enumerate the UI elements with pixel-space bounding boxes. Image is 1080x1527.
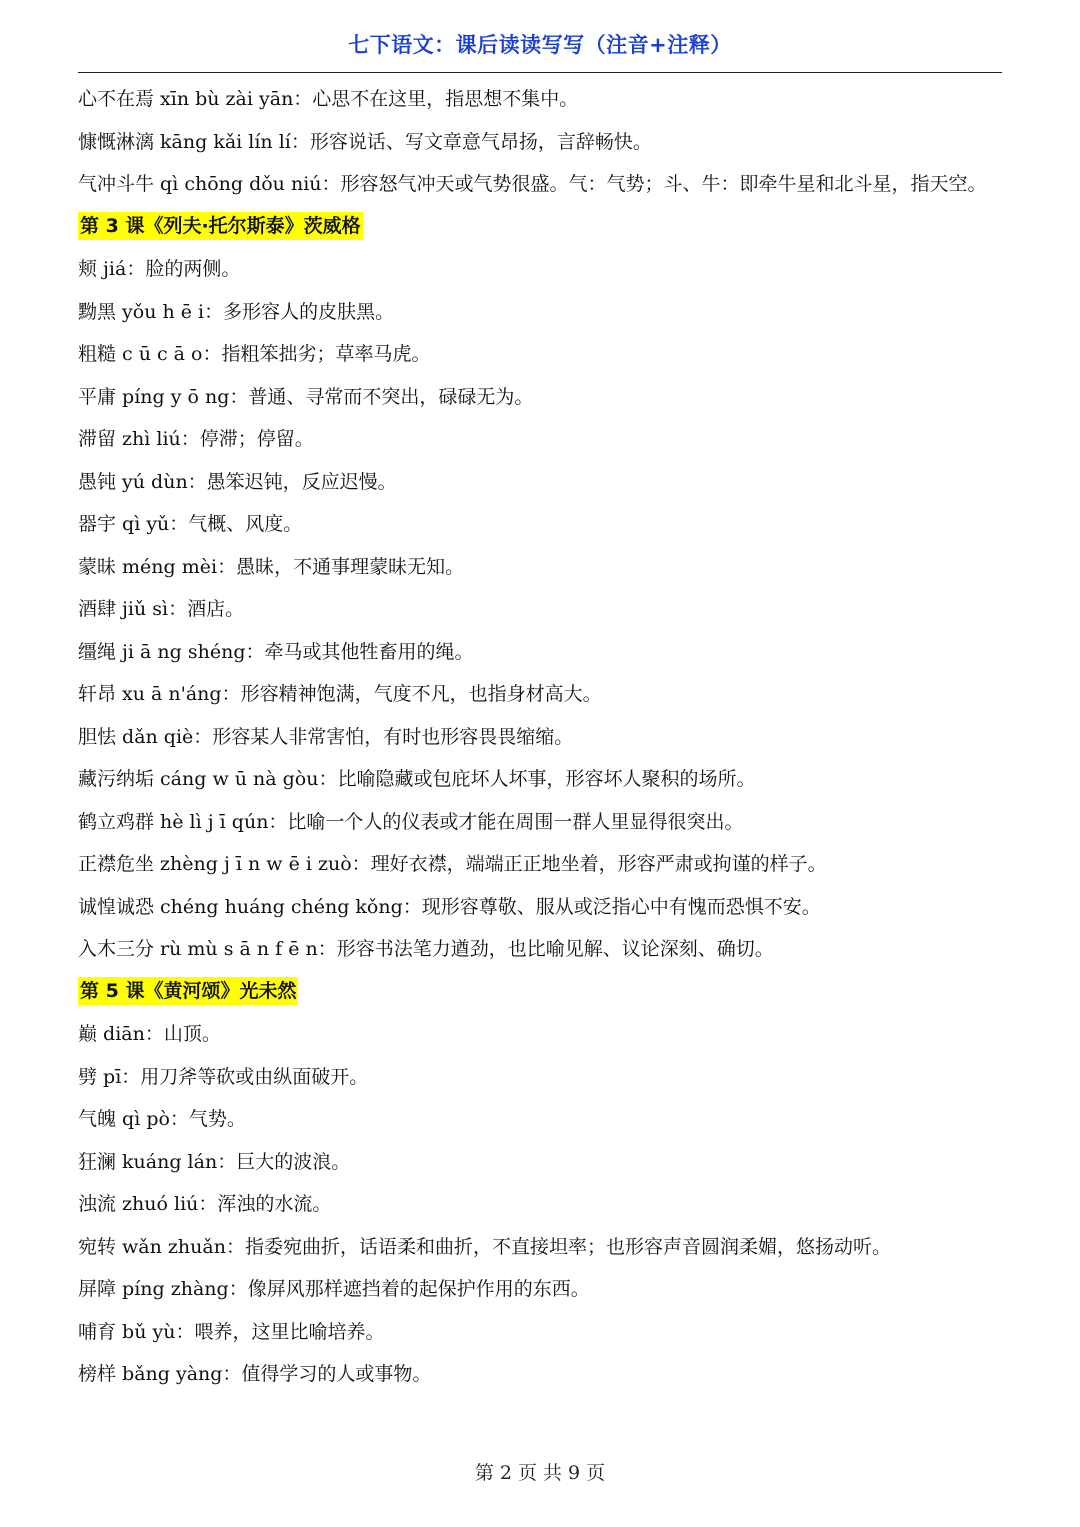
vocab-entry: 心不在焉 xīn bù zài yān：心思不在这里，指思想不集中。: [78, 88, 579, 110]
page-number: 第 2 页 共 9 页: [474, 1462, 606, 1484]
vocab-entry: 轩昂 xu ā n'áng：形容精神饱满，气度不凡，也指身材高大。: [78, 683, 602, 705]
vocab-entry: 鹤立鸡群 hè lì j ī qún：比喻一个人的仪表或才能在周围一群人里显得很突出。: [78, 810, 744, 833]
vocab-entry: 酒肆 jiǔ sì：酒店。: [78, 598, 245, 620]
vocab-entry: 滞留 zhì liú：停滞；停留。: [78, 428, 314, 450]
vocab-entry: 粗糙 c ū c ā o：指粗笨拙劣；草率马虎。: [78, 343, 431, 365]
vocab-entry: 正襟危坐 zhèng j ī n w ē i zuò：理好衣襟，端端正正地坐着，形容严肃或拘谨的样子。: [78, 853, 827, 875]
vocab-entry: 榜样 bǎng yàng：值得学习的人或事物。: [78, 1363, 432, 1385]
lesson-heading: [78, 971, 1008, 1014]
document-title: 七下语文：课后读读写写（注音+注释）: [348, 33, 732, 57]
vocab-entry: 入木三分 rù mù s ā n f ē n：形容书法笔力遒劲，也比喻见解、议论深刻、确切。: [78, 938, 774, 960]
page-header: [78, 30, 1002, 73]
vocab-entry: 缰绳 ji ā ng shéng：牵马或其他牲畜用的绳。: [78, 640, 474, 663]
lesson-heading: [78, 206, 1008, 249]
lesson-heading-label: 第 5 课《黄河颂》光未然: [78, 977, 298, 1005]
vocab-entry: 黝黑 yǒu h ē i：多形容人的皮肤黑。: [78, 300, 395, 323]
vocab-entry: 气冲斗牛 qì chōng dǒu niú：形容怒气冲天或气势很盛。气：气势；斗、牛：即牵牛星和北斗星，指天空。: [78, 173, 987, 195]
page-footer: [0, 1458, 1080, 1485]
vocab-entry: 平庸 píng y ō ng：普通、寻常而不突出，碌碌无为。: [78, 385, 534, 408]
vocab-entry: 慷慨淋漓 kāng kǎi lín lí：形容说话、写文章意气昂扬，言辞畅快。: [78, 130, 652, 153]
vocab-entry: 蒙昧 méng mèi：愚昧，不通事理蒙昧无知。: [78, 555, 465, 578]
vocab-entry: 诚惶诚恐 chéng huáng chéng kǒng：现形容尊敬、服从或泛指心中有愧而恐惧不安。: [78, 895, 821, 918]
vocab-entry: 狂澜 kuáng lán：巨大的波浪。: [78, 1150, 351, 1173]
vocab-entry: 宛转 wǎn zhuǎn：指委宛曲折，话语柔和曲折，不直接坦率；也形容声音圆润柔媚，悠扬动听。: [78, 1235, 891, 1258]
vocab-entry: 器宇 qì yǔ：气概、风度。: [78, 513, 303, 535]
vocab-entry: 浊流 zhuó liú：浑浊的水流。: [78, 1193, 332, 1215]
vocab-entry: 屏障 píng zhàng：像屏风那样遮挡着的起保护作用的东西。: [78, 1278, 590, 1300]
vocab-entry: 胆怯 dǎn qiè：形容某人非常害怕，有时也形容畏畏缩缩。: [78, 725, 574, 748]
vocab-entry: 颊 jiá：脸的两侧。: [78, 258, 241, 280]
vocab-entry: 气魄 qì pò：气势。: [78, 1108, 246, 1130]
vocab-entry: 巅 diān：山顶。: [78, 1023, 221, 1045]
lesson-heading-label: 第 3 课《列夫·托尔斯泰》茨威格: [78, 212, 363, 240]
vocab-entry: 劈 pī：用刀斧等砍或由纵面破开。: [78, 1065, 369, 1088]
vocab-entry: 藏污纳垢 cáng w ū nà gòu：比喻隐藏或包庇坏人坏事，形容坏人聚积的场所。: [78, 768, 756, 790]
vocabulary-list: [78, 78, 1008, 1396]
vocab-entry: 愚钝 yú dùn：愚笨迟钝，反应迟慢。: [78, 470, 397, 493]
vocab-entry: 哺育 bǔ yù：喂养，这里比喻培养。: [78, 1320, 385, 1343]
